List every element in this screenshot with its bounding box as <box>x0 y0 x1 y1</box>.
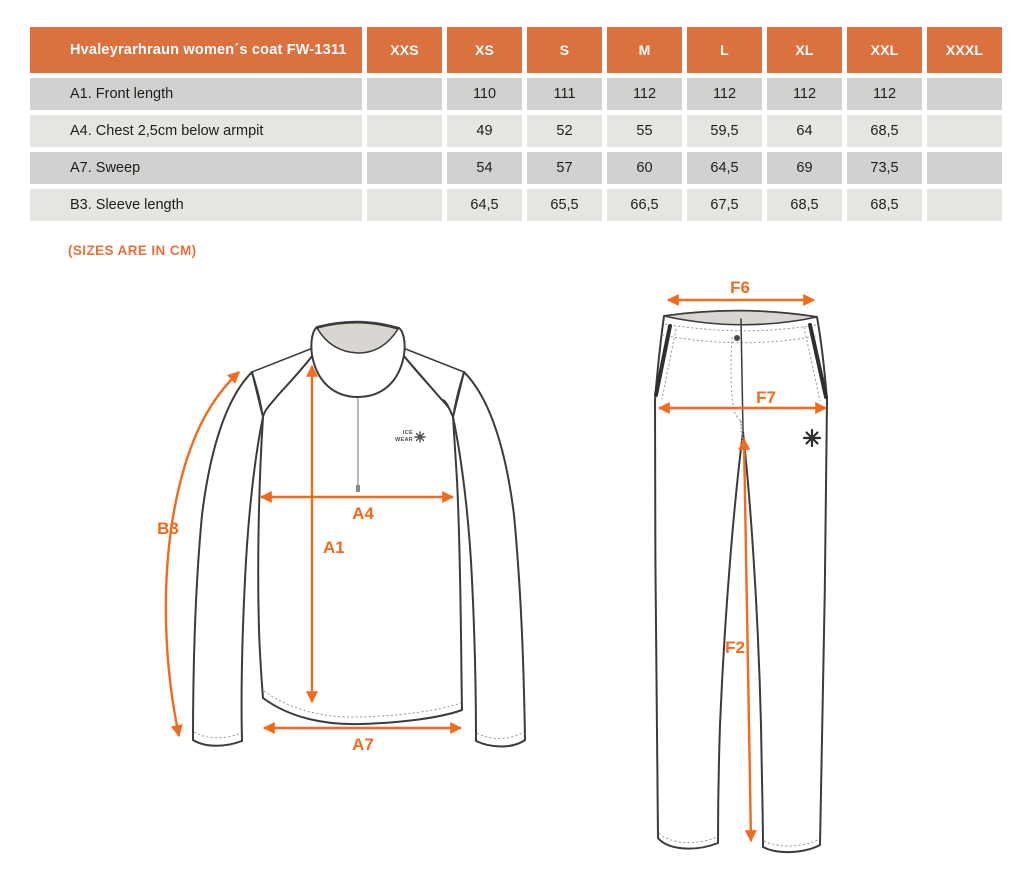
size-value-cell: 112 <box>607 78 682 110</box>
size-value-cell <box>927 189 1002 221</box>
row-label: A1. Front length <box>30 78 362 110</box>
size-value-cell <box>367 78 442 110</box>
size-col-header-xl: XL <box>767 27 842 73</box>
size-value-cell: 64 <box>767 115 842 147</box>
svg-text:WEAR: WEAR <box>394 437 413 443</box>
zipper-pull <box>356 485 360 492</box>
f6-label: F6 <box>730 278 750 297</box>
table-row-front-length <box>30 78 1002 110</box>
size-value-cell: 112 <box>687 78 762 110</box>
f7-label: F7 <box>756 388 776 407</box>
size-value-cell: 64,5 <box>687 152 762 184</box>
row-label: B3. Sleeve length <box>30 189 362 221</box>
size-col-header-xxl: XXL <box>847 27 922 73</box>
f2-label: F2 <box>725 638 745 657</box>
size-value-cell: 60 <box>607 152 682 184</box>
size-table <box>25 22 1007 226</box>
size-col-header-l: L <box>687 27 762 73</box>
size-value-cell: 73,5 <box>847 152 922 184</box>
table-row-sweep <box>30 152 1002 184</box>
size-value-cell: 57 <box>527 152 602 184</box>
jacket-measurement-diagram <box>130 300 580 780</box>
size-value-cell: 54 <box>447 152 522 184</box>
jacket-left-sleeve <box>193 372 263 746</box>
size-value-cell <box>927 78 1002 110</box>
pants-body <box>655 311 827 852</box>
size-value-cell: 112 <box>847 78 922 110</box>
b3-label: B3 <box>157 519 179 538</box>
size-value-cell <box>927 152 1002 184</box>
size-value-cell: 49 <box>447 115 522 147</box>
size-value-cell: 111 <box>527 78 602 110</box>
size-value-cell <box>927 115 1002 147</box>
snowflake-icon <box>804 430 820 446</box>
size-value-cell: 67,5 <box>687 189 762 221</box>
a1-label: A1 <box>323 538 345 557</box>
table-row-chest <box>30 115 1002 147</box>
a7-label: A7 <box>352 735 374 754</box>
size-value-cell: 55 <box>607 115 682 147</box>
size-value-cell: 66,5 <box>607 189 682 221</box>
table-row-sleeve-length <box>30 189 1002 221</box>
product-title: Hvaleyrarhraun women´s coat FW-1311 <box>30 27 362 73</box>
size-value-cell: 112 <box>767 78 842 110</box>
svg-text:ICE: ICE <box>402 430 413 436</box>
size-value-cell: 69 <box>767 152 842 184</box>
logo-snowflake-icon <box>415 432 425 442</box>
size-table-header-row <box>30 27 1002 73</box>
size-value-cell: 59,5 <box>687 115 762 147</box>
size-col-header-m: M <box>607 27 682 73</box>
jacket-right-sleeve <box>453 372 525 747</box>
jacket-body <box>258 350 462 724</box>
size-col-header-xxxl: XXXL <box>927 27 1002 73</box>
size-value-cell <box>367 189 442 221</box>
size-value-cell: 64,5 <box>447 189 522 221</box>
row-label: A7. Sweep <box>30 152 362 184</box>
size-value-cell <box>367 152 442 184</box>
pants-measurement-diagram <box>620 275 860 875</box>
size-col-header-xxs: XXS <box>367 27 442 73</box>
waist-button <box>734 335 740 341</box>
size-value-cell <box>367 115 442 147</box>
a4-label: A4 <box>352 504 374 523</box>
size-value-cell: 65,5 <box>527 189 602 221</box>
size-value-cell: 52 <box>527 115 602 147</box>
sizes-note: (SIZES ARE IN CM) <box>68 243 197 258</box>
size-value-cell: 68,5 <box>847 189 922 221</box>
size-value-cell: 68,5 <box>847 115 922 147</box>
row-label: A4. Chest 2,5cm below armpit <box>30 115 362 147</box>
size-value-cell: 68,5 <box>767 189 842 221</box>
size-col-header-xs: XS <box>447 27 522 73</box>
size-col-header-s: S <box>527 27 602 73</box>
size-value-cell: 110 <box>447 78 522 110</box>
